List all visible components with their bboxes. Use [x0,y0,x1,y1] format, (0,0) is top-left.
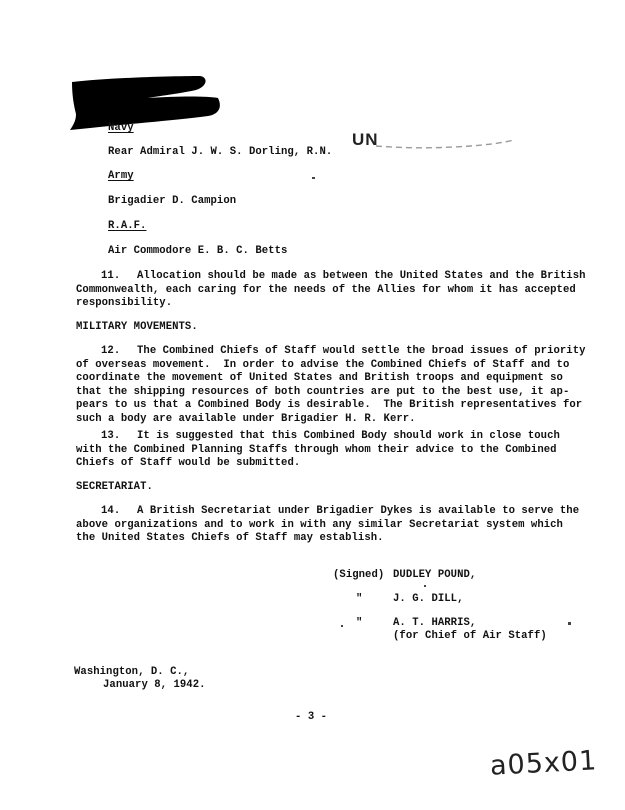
paragraph-13-line: It is suggested that this Combined Body should work in close touch [137,430,560,442]
scan-speck [424,585,426,587]
paragraph-12-line: of overseas movement. In order to advise the Combined Chiefs of Staff and to [76,358,570,371]
paragraph-number-13: 13. [101,430,121,442]
paragraph-12-line: that the shipping resources of both countries are put to the best use, it ap- [76,385,570,398]
signatory-note: (for Chief of Air Staff) [393,630,547,642]
scan-speck [312,177,315,179]
service-member-navy: Rear Admiral J. W. S. Dorling, R.N. [108,146,333,158]
paragraph-12-line: The Combined Chiefs of Staff would settle the broad issues of priority [137,345,586,357]
section-heading-military-movements: MILITARY MOVEMENTS. [76,321,198,333]
signed-label: (Signed) [333,569,385,581]
paragraph-12-line: pears to us that a Combined Body is desirable. The British representatives for [76,399,583,411]
paragraph-14-line: above organizations and to work in with any similar Secretariat system which [76,518,563,531]
signatory-name: J. G. DILL, [393,593,464,605]
handwritten-code: a05x01 [489,745,598,782]
paragraph-13-line: with the Combined Planning Staffs through whom their advice to the Combined [76,443,557,456]
classification-stamp-faded [374,134,519,152]
paragraph-12-line: coordinate the movement of United States and British troops and equipment so [76,372,563,384]
page-number: - 3 - [295,711,328,723]
paragraph-number-12: 12. [101,345,121,357]
paragraph-14-line: A British Secretariat under Brigadier Dykes is available to serve the [137,505,580,517]
service-heading-raf: R.A.F. [108,220,147,232]
paragraph-number-14: 14. [101,505,121,517]
paragraph-14-line: the United States Chiefs of Staff may establish. [76,532,384,544]
ditto-mark: " [356,617,363,629]
scan-speck [341,625,343,627]
ditto-mark: " [356,593,363,605]
paragraph-11-line: Commonwealth, each caring for the needs of the Allies for whom it has accepted [76,283,576,296]
scan-speck [568,622,571,625]
date-line: January 8, 1942. [103,679,206,691]
classification-stamp: UN [352,130,379,149]
paragraph-11-line: responsibility. [76,297,173,309]
service-member-army: Brigadier D. Campion [108,195,237,207]
paragraph-13-line: Chiefs of Staff would be submitted. [76,457,301,469]
service-member-raf: Air Commodore E. B. C. Betts [108,245,288,257]
paragraph-11-line: Allocation should be made as between the United States and the British [137,270,586,282]
service-heading-army: Army [108,170,134,182]
redaction-mark [68,76,220,130]
service-heading-navy: Navy [108,122,134,134]
place-line: Washington, D. C., [74,666,190,678]
paragraph-12-line: such a body are available under Brigadier H. R. Kerr. [76,412,416,425]
signatory-name: A. T. HARRIS, [393,617,477,629]
paragraph-number-11: 11. [101,270,121,282]
section-heading-secretariat: SECRETARIAT. [76,481,153,493]
signatory-name: DUDLEY POUND, [393,569,477,581]
